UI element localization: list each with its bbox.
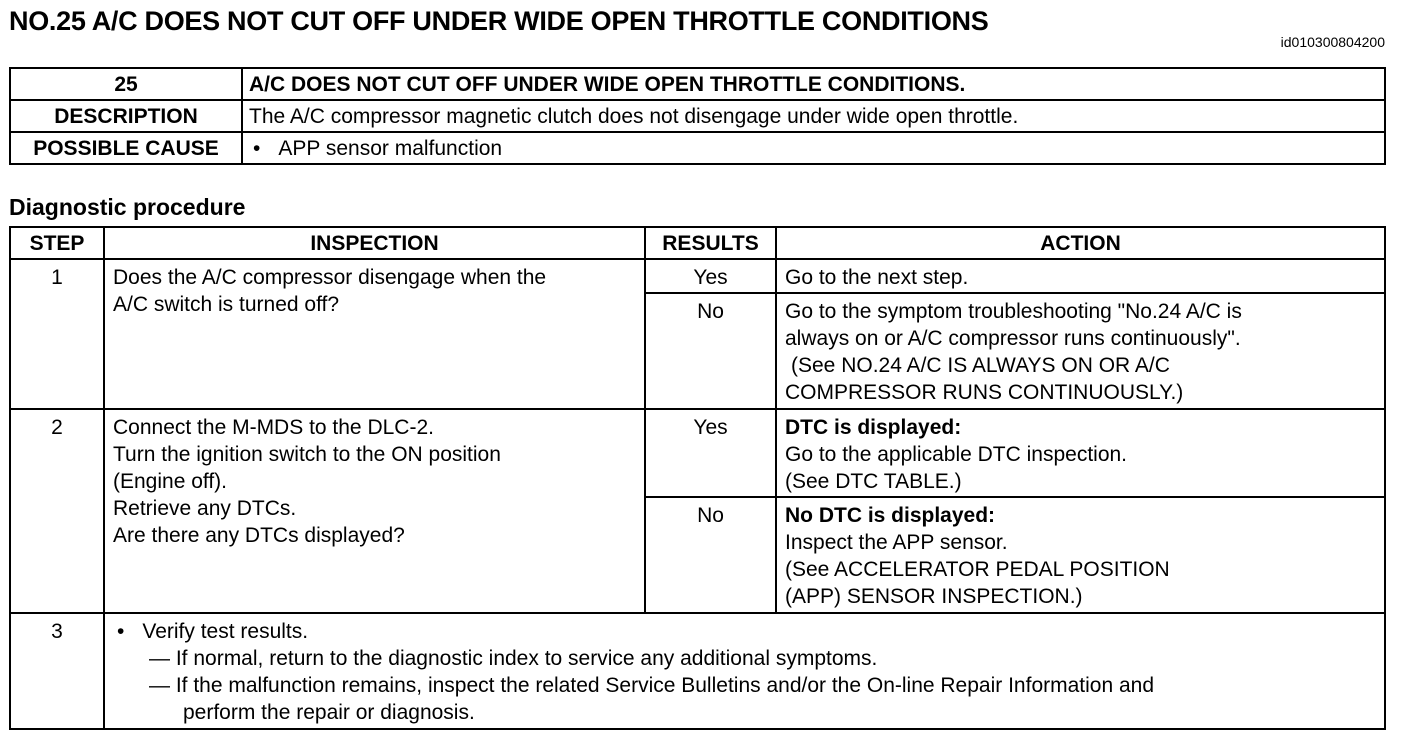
inspection-line: (Engine off).: [113, 470, 228, 493]
symptom-number: 25: [10, 68, 242, 100]
column-header-inspection: INSPECTION: [104, 227, 645, 259]
description-label: DESCRIPTION: [10, 100, 242, 132]
document-id: id010300804200: [1280, 34, 1385, 50]
possible-cause-cell: [242, 132, 1385, 164]
action-line: Inspect the APP sensor.: [785, 531, 1008, 554]
step1-inspection: [104, 259, 645, 409]
step3-sub-line: perform the repair or diagnosis.: [183, 701, 475, 724]
inspection-line: Connect the M-MDS to the DLC-2.: [113, 416, 434, 439]
action-line: COMPRESSOR RUNS CONTINUOUSLY.): [785, 381, 1184, 404]
result-no: No: [645, 293, 776, 409]
action-line: (See DTC TABLE.): [785, 470, 962, 493]
info-row-cause: [10, 132, 1385, 164]
action-yes: Go to the next step.: [776, 259, 1385, 293]
table-row-step2-yes: [10, 409, 1385, 497]
step-number: 1: [10, 259, 104, 409]
column-header-step: STEP: [10, 227, 104, 259]
inspection-line: Retrieve any DTCs.: [113, 497, 297, 520]
step3-bullet-line: [113, 618, 1378, 645]
page-title: NO.25 A/C DOES NOT CUT OFF UNDER WIDE OPEN THROTTLE CONDITIONS: [9, 6, 989, 36]
result-yes: Yes: [645, 259, 776, 293]
step2-inspection: [104, 409, 645, 613]
action-line: Go to the symptom troubleshooting "No.24 A/C is: [785, 300, 1242, 323]
column-header-results: RESULTS: [645, 227, 776, 259]
action-heading: No DTC is displayed:: [785, 504, 996, 527]
action-yes: [776, 409, 1385, 497]
inspection-line: Does the A/C compressor disengage when the: [113, 266, 547, 289]
action-no: [776, 293, 1385, 409]
inspection-line: A/C switch is turned off?: [113, 293, 340, 316]
action-line: (APP) SENSOR INSPECTION.): [785, 585, 1083, 608]
step-number: 3: [10, 613, 104, 729]
action-line: always on or A/C compressor runs continuously".: [785, 327, 1241, 350]
possible-cause-label: POSSIBLE CAUSE: [10, 132, 242, 164]
action-line: (See ACCELERATOR PEDAL POSITION: [785, 558, 1170, 581]
symptom-info-table: [9, 67, 1386, 165]
info-row-heading: [10, 68, 1385, 100]
step3-sub-line: — If the malfunction remains, inspect the related Service Bulletins and/or the On-line Repair Information and: [149, 674, 1155, 697]
action-line: Go to the applicable DTC inspection.: [785, 443, 1128, 466]
step3-bullet: • Verify test results.: [113, 620, 308, 643]
action-heading: DTC is displayed:: [785, 416, 962, 439]
action-line: (See NO.24 A/C IS ALWAYS ON OR A/C: [791, 354, 1170, 377]
description-text: The A/C compressor magnetic clutch does not disengage under wide open throttle.: [242, 100, 1385, 132]
table-header-row: [10, 227, 1385, 259]
result-yes: Yes: [645, 409, 776, 497]
step3-content: [104, 613, 1385, 729]
step3-sub-line: — If normal, return to the diagnostic index to service any additional symptoms.: [149, 647, 878, 670]
table-row-step3: [10, 613, 1385, 729]
inspection-line: Turn the ignition switch to the ON position: [113, 443, 501, 466]
diagnostic-procedure-table: [9, 226, 1386, 730]
info-row-description: [10, 100, 1385, 132]
table-row-step1-yes: [10, 259, 1385, 293]
possible-cause-text: • APP sensor malfunction: [249, 137, 502, 160]
column-header-action: ACTION: [776, 227, 1385, 259]
action-no: [776, 497, 1385, 613]
result-no: No: [645, 497, 776, 613]
section-title: Diagnostic procedure: [9, 194, 246, 220]
step-number: 2: [10, 409, 104, 613]
inspection-line: Are there any DTCs displayed?: [113, 524, 405, 547]
symptom-heading: A/C DOES NOT CUT OFF UNDER WIDE OPEN THROTTLE CONDITIONS.: [242, 68, 1385, 100]
